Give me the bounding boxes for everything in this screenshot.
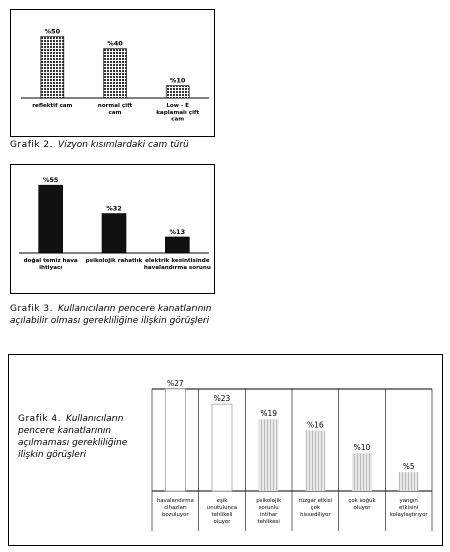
caption-text: Vizyon kısımlardaki cam türü (58, 140, 189, 150)
category-label: elektrik kesintisinde havalandırma sorunu (143, 258, 211, 271)
category-label: normal çift cam (97, 103, 133, 116)
data-label: %19 (260, 409, 278, 419)
caption-label: Grafik 2. (10, 140, 54, 150)
chart-1-svg (11, 10, 214, 136)
bar (41, 36, 64, 98)
category-label: rüzgar etkisi çok hissediliyor (298, 498, 333, 518)
category-label: psikolojik rahatlık (85, 258, 143, 264)
bar (166, 86, 189, 98)
bar (104, 49, 127, 98)
caption-text: Kullanıcıların pencere kanatlarının açılabilir olması gerekliliğine ilişkin görüşleri (10, 304, 212, 326)
bar (305, 431, 325, 491)
category-label: havalandırma cihazları bozuluyor (156, 498, 194, 518)
data-label: %16 (306, 420, 324, 430)
category-label: Low - E kaplamalı çift cam (156, 103, 200, 123)
data-label: %13 (169, 227, 186, 236)
bar (39, 185, 63, 253)
chart-frame-2 (10, 164, 215, 294)
category-label: doğal temiz hava ihtiyacı (23, 258, 78, 271)
bar (352, 453, 372, 491)
chart-2-svg (11, 165, 214, 293)
data-label: %40 (107, 39, 123, 48)
bar (399, 472, 419, 491)
data-label: %50 (44, 27, 61, 36)
bar (165, 237, 189, 253)
data-label: %55 (42, 176, 59, 185)
data-label: %32 (106, 204, 122, 213)
bar (165, 389, 185, 491)
category-label: eşik unutulunca tehlikeli oluyor (206, 498, 238, 525)
chart-caption-2 (10, 303, 220, 327)
data-label: %5 (402, 462, 415, 472)
data-label: %10 (169, 76, 186, 85)
caption-label: Grafik 4. (18, 414, 62, 424)
category-label: psikolojik sorunlu intihar tehlikesi (256, 498, 282, 525)
caption-text: Kullanıcıların pencere kanatlarının açılmaması gerekliliğine ilişkin görüşleri (18, 414, 128, 460)
bar (212, 404, 232, 491)
bar (259, 419, 279, 491)
data-label: %27 (166, 379, 184, 388)
data-label: %10 (353, 443, 371, 453)
category-label: çok soğuk oluyor (348, 498, 376, 511)
category-label: yangın etkisini kolaylaştırıyor (389, 498, 428, 518)
chart-frame-1 (10, 9, 215, 137)
category-label: reflektif cam (32, 103, 73, 109)
chart-caption-3 (18, 413, 148, 461)
caption-label: Grafik 3. (10, 304, 54, 314)
bar (102, 214, 126, 253)
data-label: %23 (213, 394, 231, 404)
chart-caption-1 (10, 139, 270, 151)
